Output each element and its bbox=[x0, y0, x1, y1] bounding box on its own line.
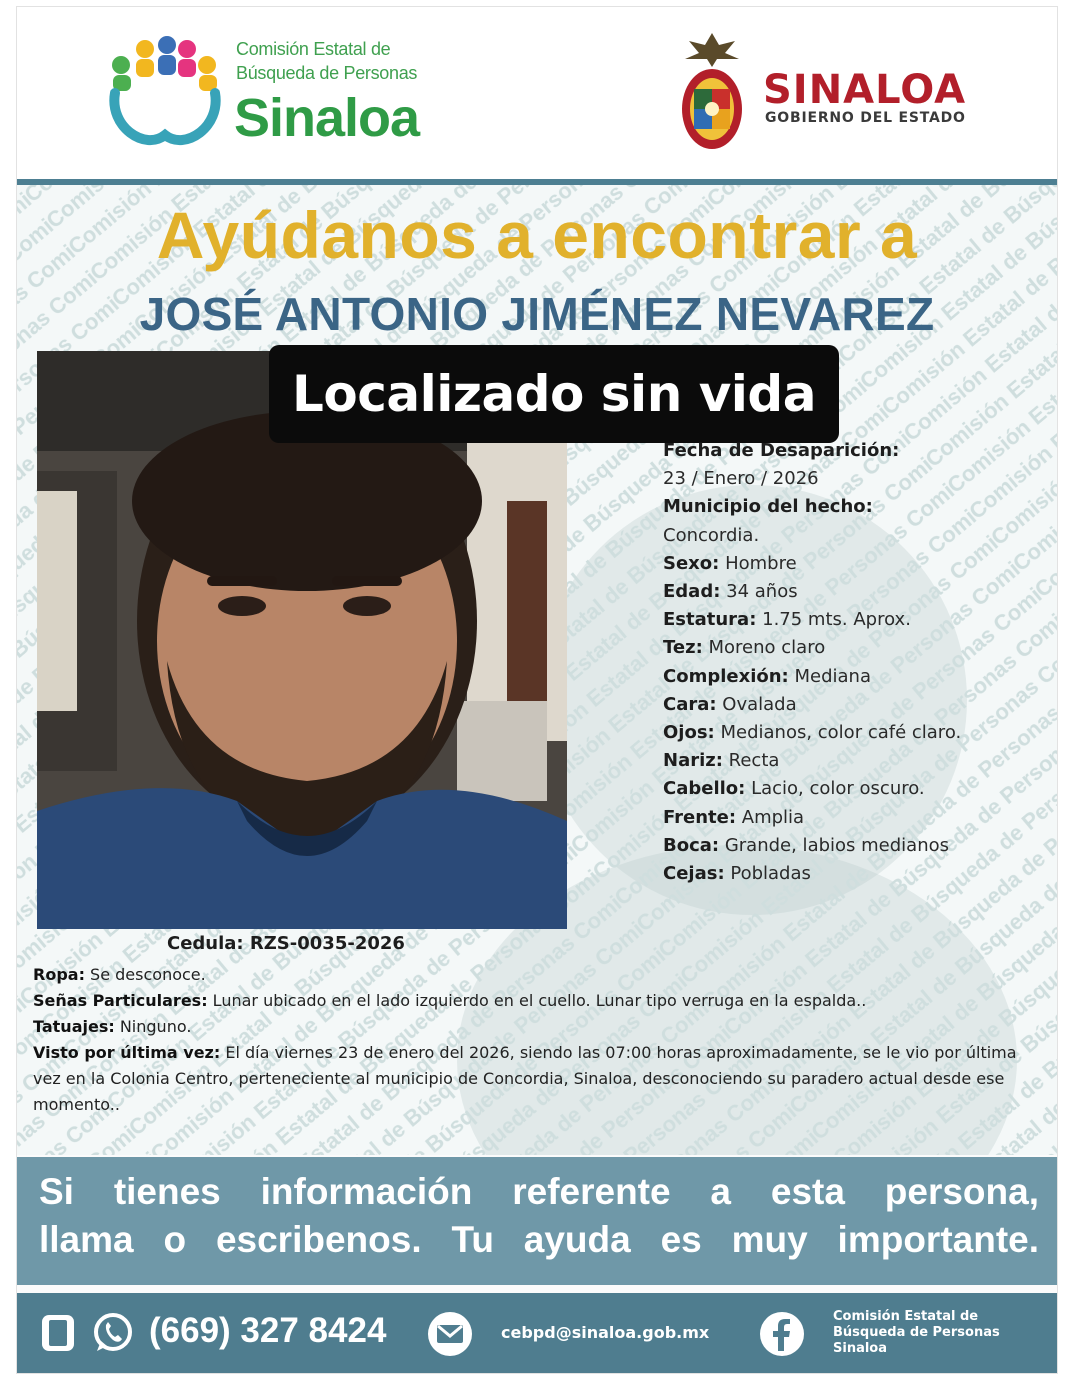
clothing-value: Se desconoce. bbox=[84, 965, 206, 984]
detail-row bbox=[663, 691, 1043, 719]
tattoos-value: Ninguno. bbox=[114, 1017, 192, 1036]
detail-label: Complexión: bbox=[663, 665, 789, 687]
detail-row bbox=[663, 804, 1043, 832]
detail-row bbox=[663, 550, 1043, 578]
detail-label: Nariz: bbox=[663, 750, 723, 772]
detail-row bbox=[663, 437, 1043, 465]
detail-label: Tez: bbox=[663, 637, 703, 659]
detail-value: Concordia. bbox=[663, 524, 760, 546]
state-crest-icon bbox=[677, 29, 747, 154]
detail-value: Moreno claro bbox=[702, 637, 826, 659]
marks-value: Lunar ubicado en el lado izquierdo en el cuello. Lunar tipo verruga en la espalda.. bbox=[207, 991, 867, 1010]
detail-row bbox=[663, 578, 1043, 606]
detail-row bbox=[663, 832, 1043, 860]
detail-row bbox=[663, 663, 1043, 691]
detail-label: Boca: bbox=[663, 834, 720, 856]
detail-label: Sexo: bbox=[663, 552, 720, 574]
detail-row bbox=[663, 775, 1043, 803]
email-icon bbox=[427, 1311, 473, 1357]
detail-label: Edad: bbox=[663, 581, 721, 603]
additional-details bbox=[33, 962, 1033, 1118]
detail-value: 23 / Enero / 2026 bbox=[663, 468, 819, 490]
org-name-line2: Búsqueda de Personas bbox=[236, 63, 418, 83]
detail-label: Fecha de Desaparición: bbox=[663, 440, 900, 461]
clothing-row bbox=[33, 962, 1033, 988]
detail-row bbox=[663, 860, 1043, 888]
detail-label: Cara: bbox=[663, 693, 717, 715]
clothing-label: Ropa: bbox=[33, 965, 85, 984]
detail-row bbox=[663, 634, 1043, 662]
detail-row bbox=[663, 606, 1043, 634]
detail-label: Ojos: bbox=[663, 722, 715, 744]
poster-header bbox=[17, 7, 1057, 179]
detail-value: Mediana bbox=[788, 665, 871, 687]
marks-row bbox=[33, 988, 1033, 1014]
detail-value: Hombre bbox=[719, 552, 797, 574]
detail-row bbox=[663, 493, 1043, 521]
cta-line1: Si tienes información referente a esta persona, bbox=[39, 1171, 1039, 1212]
whatsapp-icon bbox=[91, 1311, 135, 1355]
facebook-page-line1[interactable]: Comisión Estatal de bbox=[833, 1309, 979, 1324]
detail-value: Amplia bbox=[736, 806, 805, 828]
commission-logo-icon bbox=[105, 31, 225, 156]
org-name-line1: Comisión Estatal de bbox=[236, 39, 391, 59]
detail-label: Cejas: bbox=[663, 863, 725, 885]
last-seen-row bbox=[33, 1040, 1033, 1118]
detail-value: Medianos, color café claro. bbox=[714, 722, 962, 744]
org-name-big: Sinaloa bbox=[234, 88, 420, 148]
cta-line2: llama o escribenos. Tu ayuda es muy importante. bbox=[39, 1219, 1039, 1260]
facebook-page-line3[interactable]: Sinaloa bbox=[833, 1341, 888, 1356]
detail-value: 34 años bbox=[720, 581, 798, 603]
detail-value: 1.75 mts. Aprox. bbox=[756, 609, 911, 631]
detail-value: Ovalada bbox=[716, 693, 797, 715]
phone-number[interactable]: (669) 327 8424 bbox=[149, 1311, 387, 1350]
detail-row bbox=[663, 522, 1043, 550]
detail-value: Pobladas bbox=[724, 863, 811, 885]
detail-label: Cabello: bbox=[663, 778, 746, 800]
detail-label: Frente: bbox=[663, 806, 737, 828]
call-to-action bbox=[17, 1157, 1057, 1285]
detail-row bbox=[663, 465, 1043, 493]
detail-row bbox=[663, 719, 1043, 747]
case-id: Cedula: RZS-0035-2026 bbox=[167, 933, 405, 954]
detail-value: Grande, labios medianos bbox=[719, 834, 949, 856]
gov-name: SINALOA bbox=[763, 67, 967, 113]
status-banner: Localizado sin vida bbox=[269, 345, 839, 443]
detail-label: Estatura: bbox=[663, 609, 757, 631]
last-seen-value: El día viernes 23 de enero del 2026, siendo las 07:00 horas aproximadamente, se le vio por última vez en la Colonia Centro, perteneciente al municipio de Concordia, Sinaloa, desconociendo su paradero actual desde ese momento.. bbox=[33, 1043, 1017, 1114]
email-address[interactable]: cebpd@sinaloa.gob.mx bbox=[501, 1323, 710, 1342]
facebook-icon bbox=[759, 1311, 805, 1357]
marks-label: Señas Particulares: bbox=[33, 991, 208, 1010]
detail-label: Municipio del hecho: bbox=[663, 496, 873, 518]
detail-value: Lacio, color oscuro. bbox=[745, 778, 925, 800]
last-seen-label: Visto por última vez: bbox=[33, 1043, 221, 1062]
facebook-page-line2[interactable]: Búsqueda de Personas bbox=[833, 1325, 1000, 1340]
mobile-phone-icon bbox=[39, 1313, 77, 1353]
detail-value: Recta bbox=[722, 750, 780, 772]
headline: Ayúdanos a encontrar a bbox=[156, 198, 918, 272]
person-name: JOSÉ ANTONIO JIMÉNEZ NEVAREZ bbox=[139, 288, 935, 340]
contact-footer bbox=[17, 1293, 1057, 1373]
gov-subtitle: GOBIERNO DEL ESTADO bbox=[765, 110, 966, 126]
poster bbox=[16, 6, 1058, 1374]
tattoos-row bbox=[33, 1014, 1033, 1040]
tattoos-label: Tatuajes: bbox=[33, 1017, 115, 1036]
person-details bbox=[663, 437, 1043, 888]
detail-row bbox=[663, 747, 1043, 775]
